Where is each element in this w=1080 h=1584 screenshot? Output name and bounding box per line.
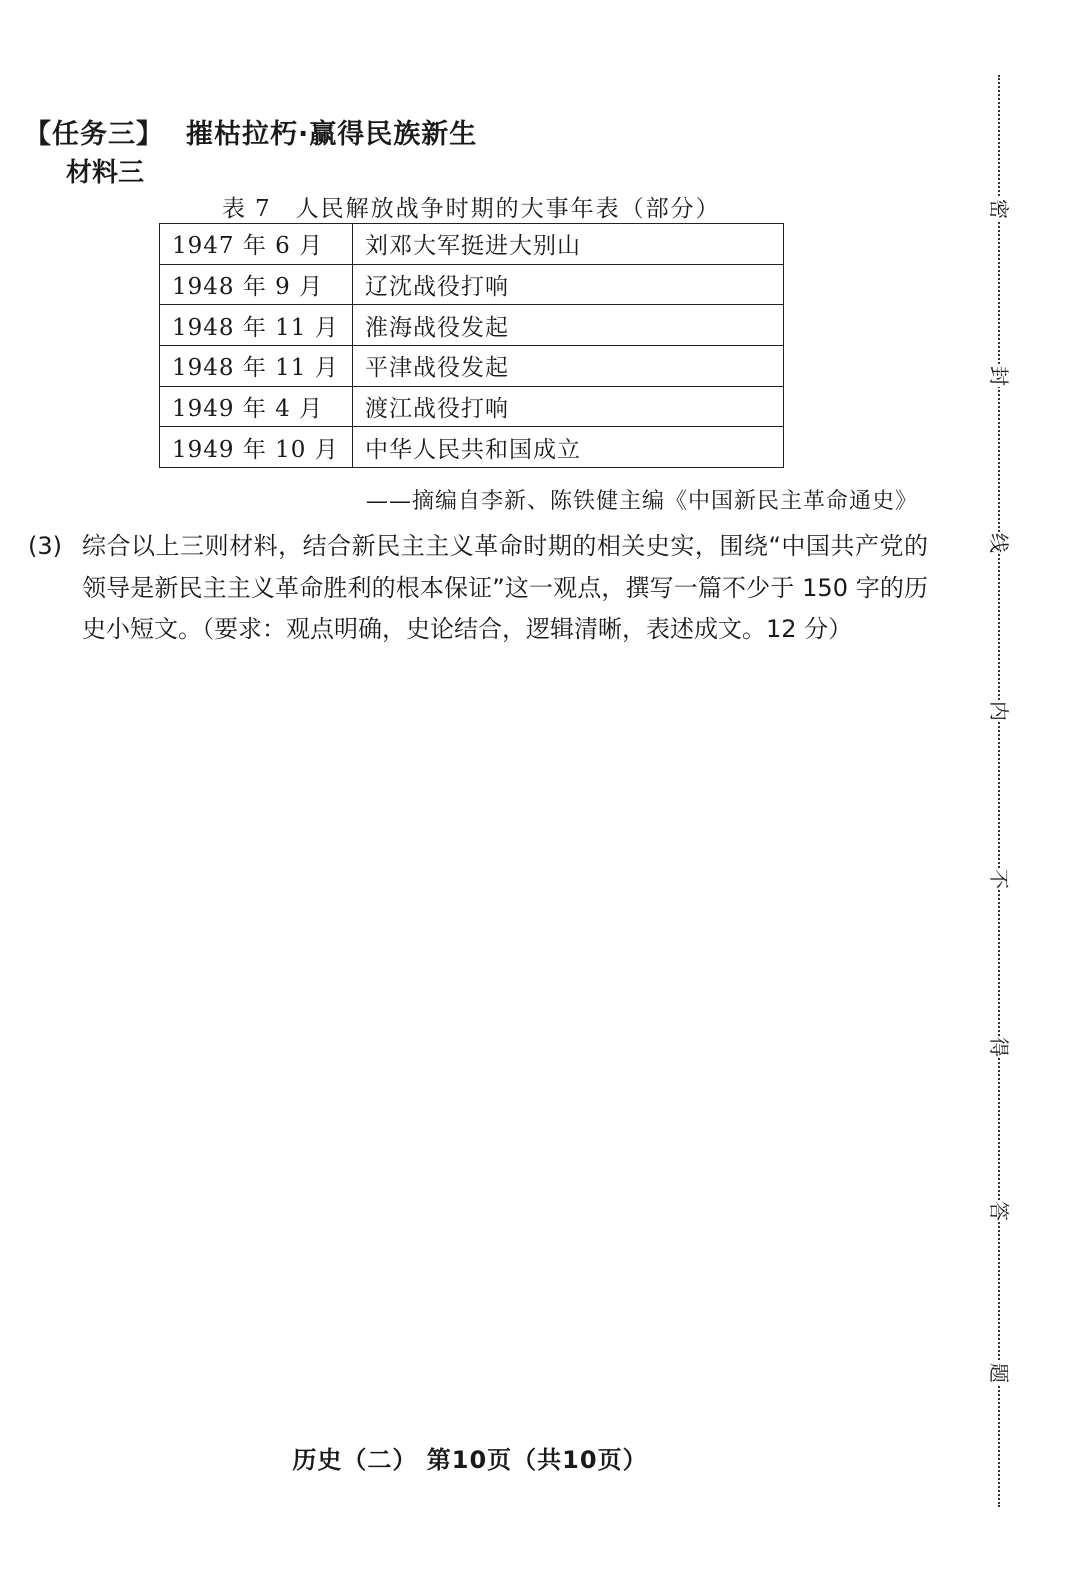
row-date: 1948 年 9 月: [160, 264, 353, 305]
material-label: 材料三: [66, 158, 145, 188]
row-date: 1948 年 11 月: [160, 346, 353, 387]
table-row: [160, 264, 784, 305]
seal-char: 不: [987, 869, 1011, 889]
source-citation: ——摘编自李新、陈铁健主编《中国新民主革命通史》: [365, 489, 918, 514]
table-caption-number: 7: [255, 196, 272, 222]
row-event: 刘邓大军挺进大别山: [353, 224, 784, 265]
row-date: 1947 年 6 月: [160, 224, 353, 265]
table-row: [160, 386, 784, 427]
task-heading: [24, 112, 477, 151]
table-row: [160, 346, 784, 387]
seal-char: 题: [987, 1363, 1011, 1383]
question-number: (3): [28, 532, 62, 560]
row-event: 辽沈战役打响: [353, 264, 784, 305]
row-event: 渡江战役打响: [353, 386, 784, 427]
seal-char: 内: [987, 701, 1011, 721]
question-block: [28, 526, 928, 651]
table-row: [160, 427, 784, 468]
seal-char: 封: [987, 366, 1011, 386]
events-table: [159, 223, 784, 468]
task-bracket: 【任务三】: [24, 119, 164, 150]
table-caption-title: 人民解放战争时期的大事年表（部分）: [295, 196, 721, 222]
row-event: 中华人民共和国成立: [353, 427, 784, 468]
seal-char: 答: [987, 1201, 1011, 1221]
seal-dotted-line: [998, 75, 1000, 1507]
seal-char: 得: [987, 1037, 1011, 1057]
row-event: 淮海战役发起: [353, 305, 784, 346]
table-caption-prefix: 表: [222, 196, 247, 222]
row-event: 平津战役发起: [353, 346, 784, 387]
table-caption: [222, 190, 721, 223]
table-row: [160, 305, 784, 346]
row-date: 1948 年 11 月: [160, 305, 353, 346]
page-footer: 历史（二） 第10页（共10页）: [292, 1446, 648, 1474]
row-date: 1949 年 10 月: [160, 427, 353, 468]
row-date: 1949 年 4 月: [160, 386, 353, 427]
question-text: 综合以上三则材料，结合新民主主义革命时期的相关史实，围绕“中国共产党的领导是新民主主义革命胜利的根本保证”这一观点，撰写一篇不少于 150 字的历史小短文。（要求：观点明确，史论结合，逻辑清晰，表述成文。12 分）: [82, 532, 928, 643]
task-title: 摧枯拉朽·赢得民族新生: [186, 119, 478, 150]
seal-char: 线: [987, 533, 1011, 553]
seal-char: 密: [987, 199, 1011, 219]
table-row: [160, 224, 784, 265]
